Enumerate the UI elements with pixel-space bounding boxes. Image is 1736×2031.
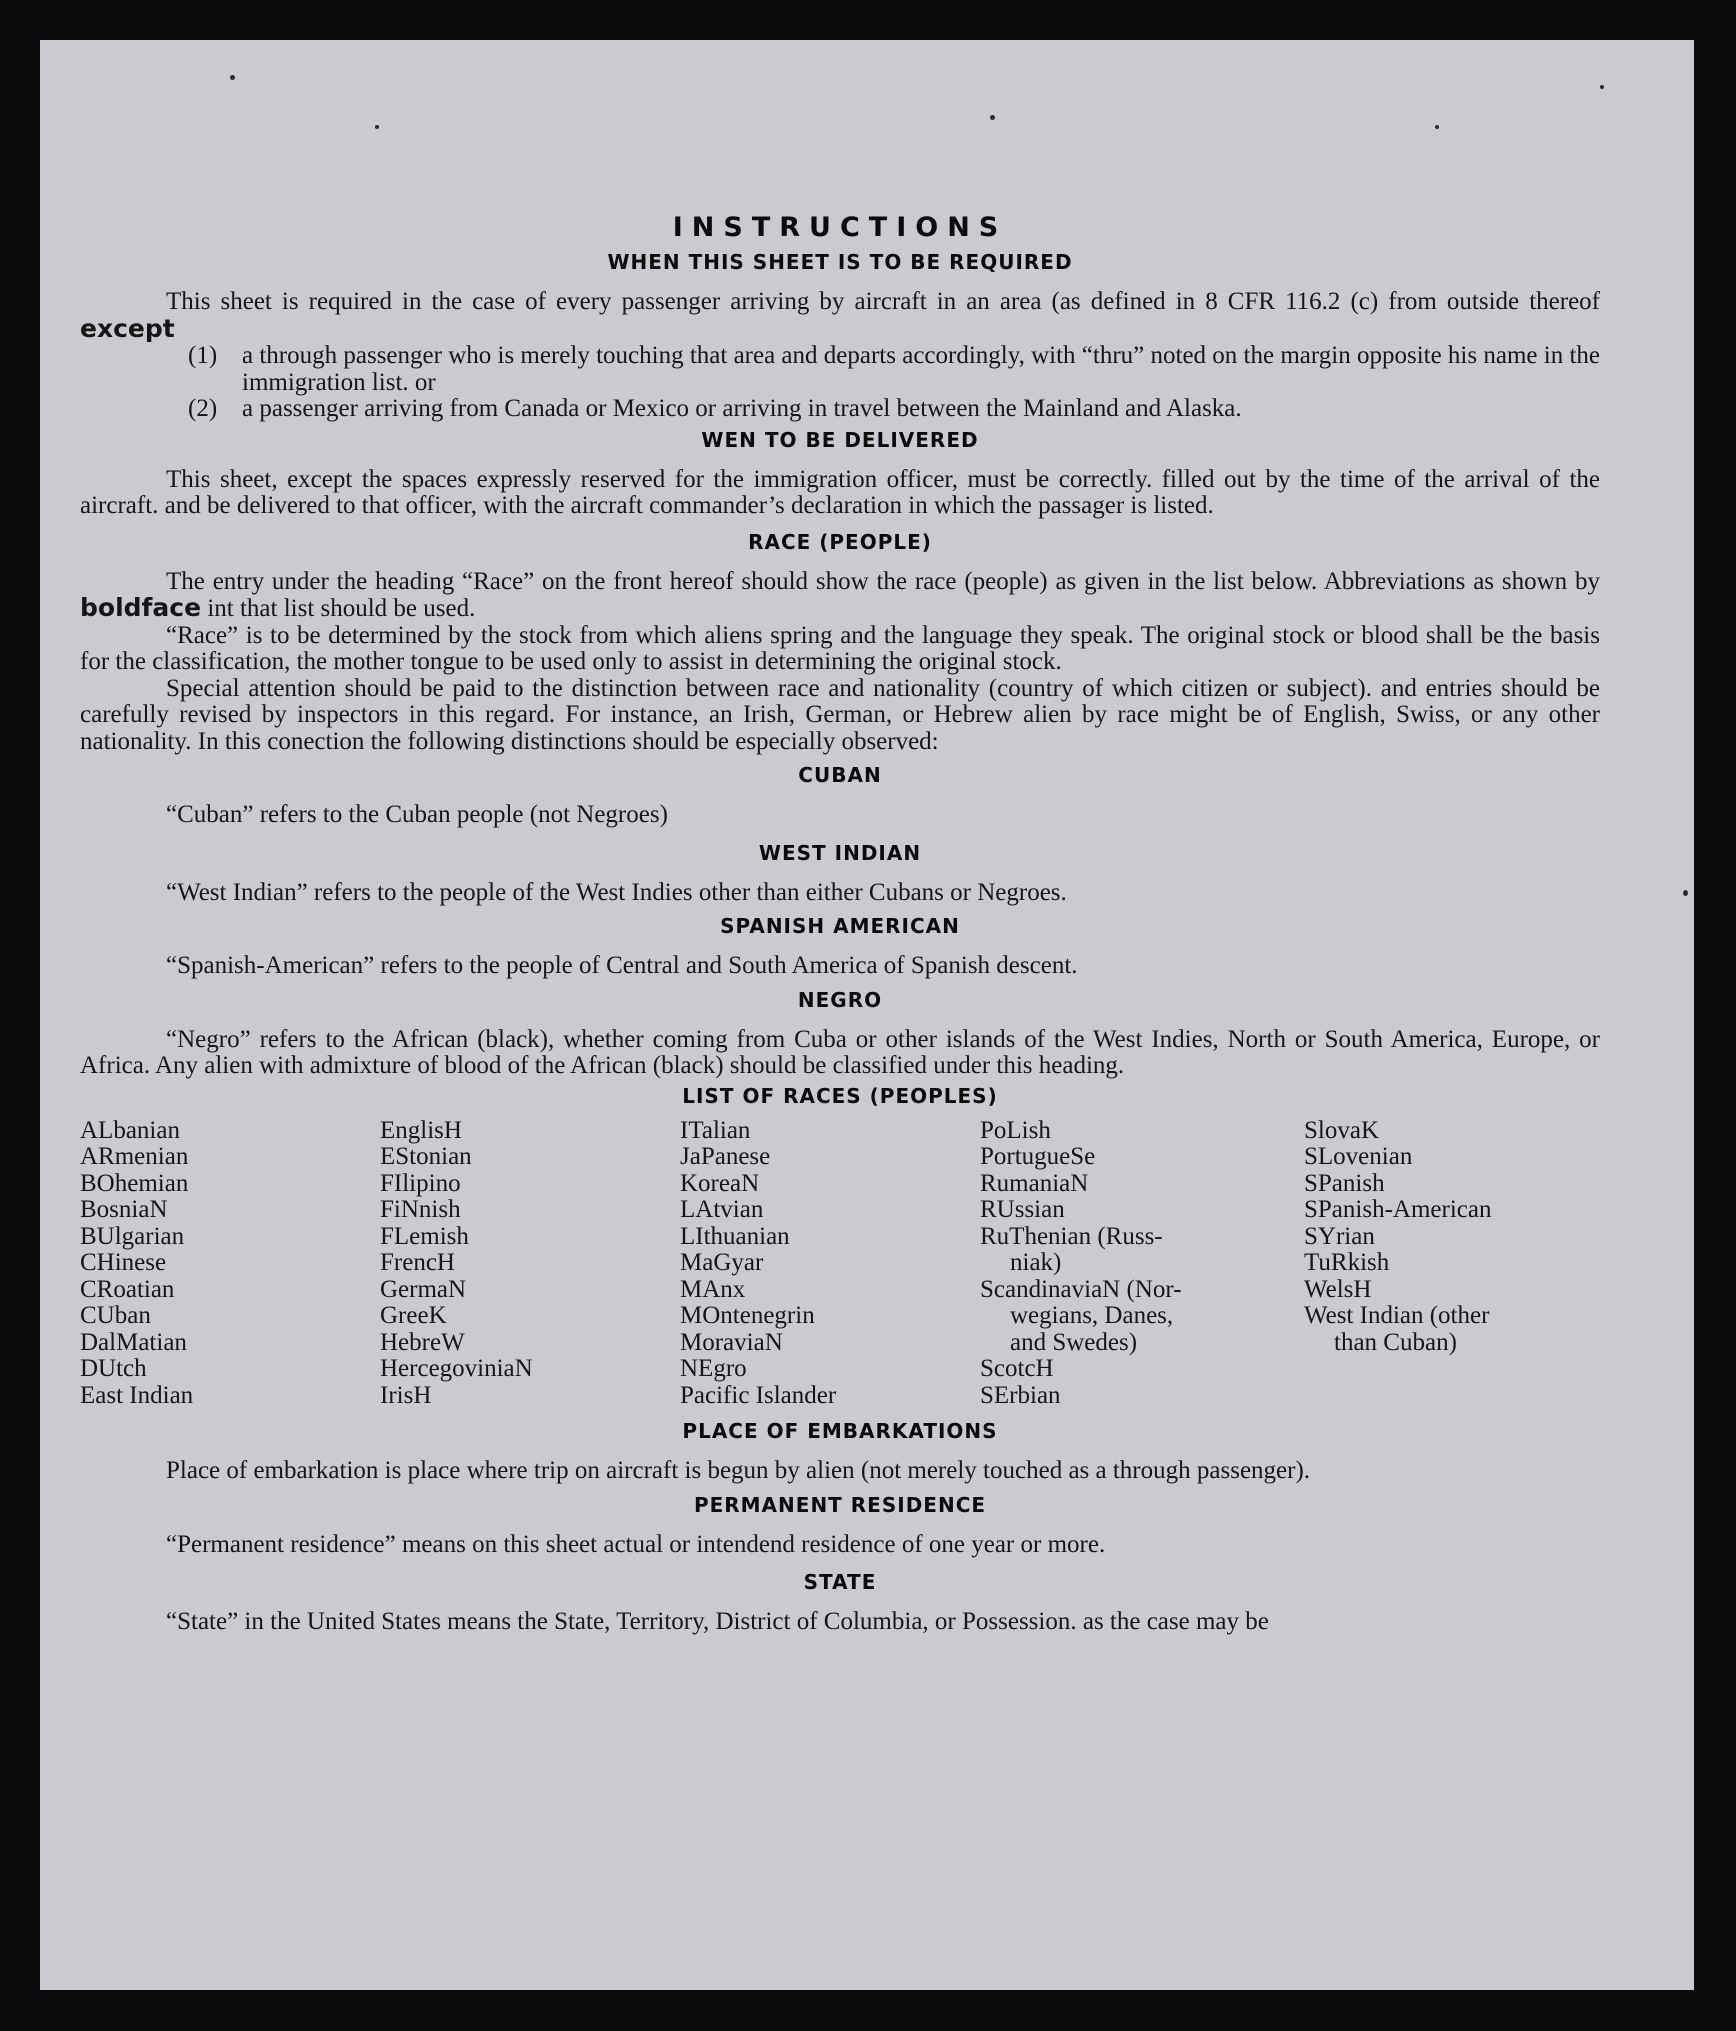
race-item: SPanish-American — [1304, 1196, 1492, 1223]
paragraph: “Permanent residence” means on this sheet actual or intendend residence of one year or more. — [166, 1530, 1106, 1558]
race-item: DUtch — [80, 1355, 147, 1382]
race-item: FLemish — [380, 1222, 469, 1250]
document-page — [40, 40, 1694, 1990]
race-item: RUssian — [980, 1196, 1065, 1223]
race-item: IrisH — [380, 1381, 432, 1409]
race-item: MoraviaN — [680, 1328, 783, 1356]
race-item: WelsH — [1304, 1275, 1372, 1303]
race-item: and Swedes) — [1010, 1328, 1138, 1356]
paragraph: Place of embarkation is place where trip on aircraft is begun by alien (not merely touched as a through passenger). — [166, 1457, 1311, 1484]
race-item: LIthuanian — [680, 1222, 790, 1250]
section-heading: WEST INDIAN — [758, 840, 922, 865]
speck-mark — [1600, 85, 1604, 89]
section-heading: PLACE OF EMBARKATIONS — [682, 1419, 998, 1443]
paragraph: “Cuban” refers to the Cuban people (not Negroes) — [166, 801, 668, 828]
race-column — [980, 1118, 1304, 1410]
race-item: EStonian — [380, 1143, 472, 1170]
race-column — [680, 1118, 980, 1410]
race-column — [1304, 1118, 1600, 1410]
race-item: TuRkish — [1304, 1249, 1390, 1276]
race-item: RumaniaN — [980, 1169, 1089, 1197]
race-item: SErbian — [980, 1381, 1061, 1409]
race-item: BOhemian — [80, 1169, 189, 1197]
race-item: HercegoviniaN — [380, 1355, 533, 1382]
section-heading: SPANISH AMERICAN — [720, 914, 960, 938]
section-heading: WHEN THIS SHEET IS TO BE REQUIRED — [607, 250, 1073, 274]
section-heading: PERMANENT RESIDENCE — [693, 1492, 987, 1517]
bold-term: boldface — [80, 593, 202, 622]
race-item: MaGyar — [680, 1249, 764, 1276]
section-heading: LIST OF RACES (PEOPLES) — [682, 1083, 998, 1108]
race-item: KoreaN — [680, 1169, 760, 1197]
paragraph: “Race” is to be determined by the stock from which aliens spring and the language they speak. The original stock or blood shall be the basis for the classification, the mother tongue to be used only to assist in determining the original stock. — [80, 621, 1600, 675]
race-item: ARmenian — [80, 1143, 189, 1170]
race-item: DalMatian — [80, 1328, 187, 1356]
race-item: niak) — [1010, 1249, 1062, 1276]
race-item: GermaN — [380, 1275, 467, 1303]
speck-mark — [1435, 125, 1439, 129]
paragraph-text: The entry under the heading “Race” on the front hereof should show the race (people) as given in the list below. Abbreviations as shown by — [166, 567, 1600, 595]
race-item: SPanish — [1304, 1169, 1385, 1197]
race-item: BosniaN — [80, 1196, 168, 1223]
paragraph — [80, 569, 1600, 623]
race-item: East Indian — [80, 1381, 194, 1409]
race-item: GreeK — [380, 1302, 447, 1329]
race-item: CRoatian — [80, 1275, 175, 1303]
race-column — [80, 1118, 380, 1410]
paragraph: “Spanish-American” refers to the people of Central and South America of Spanish descent. — [166, 952, 1078, 979]
race-item: FrencH — [380, 1249, 455, 1276]
race-item: SYrian — [1304, 1222, 1375, 1250]
race-item: JaPanese — [680, 1143, 771, 1170]
section-heading: WEN TO BE DELIVERED — [701, 427, 979, 452]
race-item: MAnx — [680, 1275, 746, 1303]
race-item: ScotcH — [980, 1355, 1054, 1382]
race-list — [80, 1118, 1600, 1410]
race-item: NEgro — [680, 1355, 747, 1382]
paragraph-text: This sheet is required in the case of every passenger arriving by aircraft in an area (as defined in 8 CFR 116.2 (c) from outside thereof — [166, 288, 1600, 315]
speck-mark — [990, 115, 995, 120]
race-item: ALbanian — [80, 1116, 180, 1144]
race-item: PortugueSe — [980, 1143, 1096, 1170]
race-item: SLovenian — [1304, 1143, 1413, 1170]
race-column — [380, 1118, 680, 1410]
race-item: wegians, Danes, — [1010, 1302, 1174, 1329]
race-item: West Indian (other — [1304, 1302, 1490, 1329]
list-item — [80, 396, 1600, 423]
race-item: FIlipino — [380, 1169, 461, 1197]
section-heading: CUBAN — [798, 763, 882, 787]
paragraph: Special attention should be paid to the distinction between race and nationality (country of which citizen or subject). and entries should be carefully revised by inspectors in this regard. For instance, an Irish, German, or Hebrew alien by race might be of English, Swiss, or any other nationality. In this conection the following distinctions should be especially observed: — [80, 674, 1600, 755]
race-item: CHinese — [80, 1249, 167, 1276]
race-item: EnglisH — [380, 1116, 462, 1144]
speck-mark — [1683, 890, 1688, 896]
race-item: BUlgarian — [80, 1222, 185, 1250]
instructions-body — [80, 180, 1600, 1636]
race-item: than Cuban) — [1334, 1328, 1457, 1356]
race-item: Pacific Islander — [680, 1381, 837, 1409]
race-item: ITalian — [680, 1116, 751, 1144]
item-text: a passenger arriving from Canada or Mexico or arriving in travel between the Mainland and Alaska. — [242, 395, 1242, 422]
paragraph-text: int that list should be used. — [207, 595, 476, 622]
bold-term: except — [80, 313, 175, 343]
item-text: a through passenger who is merely touching that area and departs accordingly, with “thru” noted on the margin opposite his name in the immigration list. or — [242, 342, 1600, 396]
paragraph: This sheet, except the spaces expressly reserved for the immigration officer, must be correctly. filled out by the time of the arrival of the aircraft. and be delivered to that officer, with the aircraft commander’s declaration in which the passager is listed. — [80, 465, 1600, 519]
race-item: HebreW — [380, 1328, 465, 1356]
race-item: CUban — [80, 1302, 151, 1329]
race-item: ScandinaviaN (Nor- — [980, 1275, 1182, 1303]
race-item: FiNnish — [380, 1196, 461, 1223]
race-item: LAtvian — [680, 1196, 764, 1223]
item-number: (2) — [188, 395, 218, 422]
section-heading: NEGRO — [797, 987, 883, 1012]
race-item: SlovaK — [1304, 1116, 1379, 1144]
section-heading: STATE — [803, 1570, 877, 1594]
race-item: PoLish — [980, 1116, 1051, 1144]
race-item: RuThenian (Russ- — [980, 1222, 1163, 1250]
speck-mark — [375, 125, 379, 129]
speck-mark — [230, 75, 235, 80]
race-item: MOntenegrin — [680, 1302, 815, 1329]
page-title: INSTRUCTIONS — [672, 212, 1008, 243]
list-item — [80, 343, 1600, 396]
paragraph: “Negro” refers to the African (black), whether coming from Cuba or other islands of the West Indies, North or South America, Europe, or Africa. Any alien with admixture of blood of the African (black) should be classified under this heading. — [80, 1025, 1600, 1079]
paragraph — [80, 289, 1600, 343]
section-heading: RACE (PEOPLE) — [748, 529, 932, 554]
paragraph: “State” in the United States means the State, Territory, District of Columbia, or Possession. as the case may be — [166, 1608, 1269, 1635]
item-number: (1) — [188, 342, 218, 369]
paragraph: “West Indian” refers to the people of the West Indies other than either Cubans or Negroes. — [166, 878, 1067, 906]
